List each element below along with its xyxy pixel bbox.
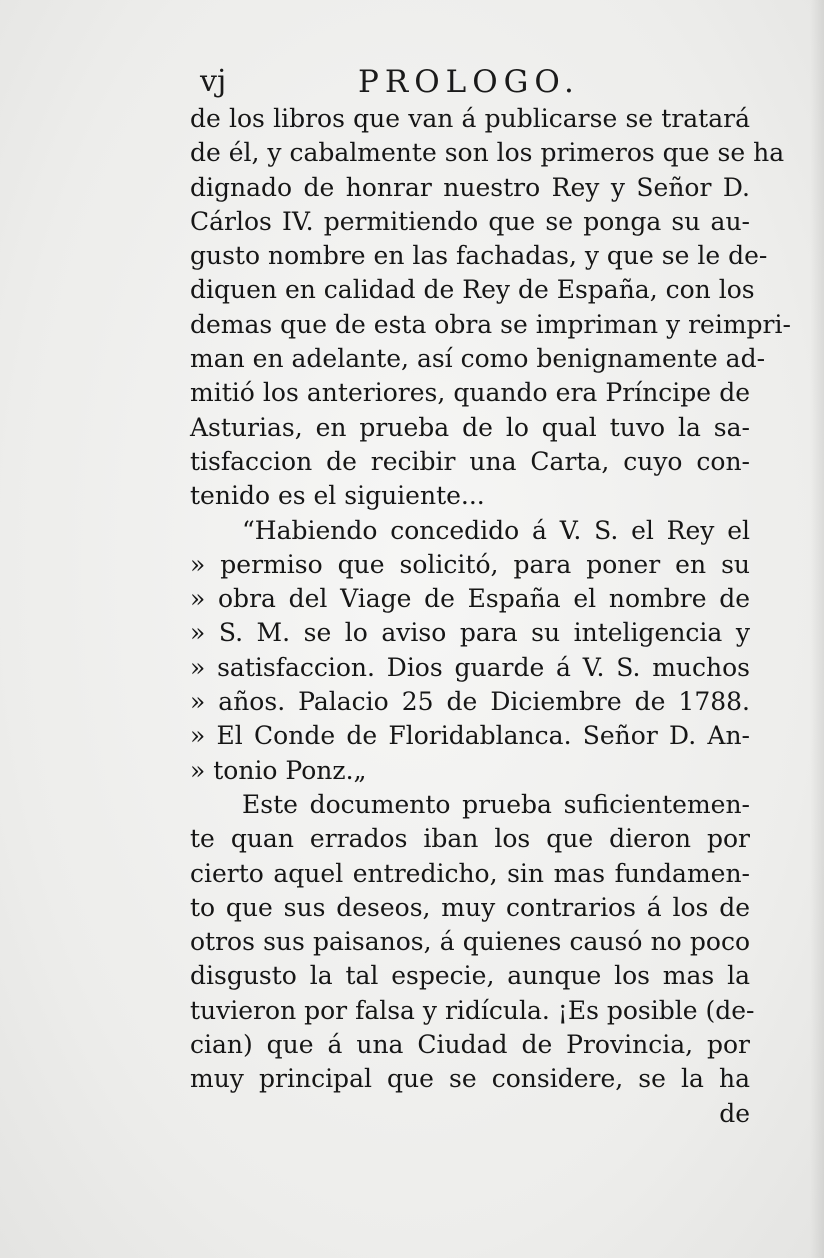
text-line: gusto nombre en las fachadas, y que se le de- [190,241,768,271]
text-line: de él, y cabalmente son los primeros que se ha [190,138,785,168]
text-line: cian) que á una Ciudad de Provincia, por [190,1030,750,1060]
catchword: de [719,1098,750,1128]
running-title: PROLOGO. [358,64,580,100]
text-line: te quan errados iban los que dieron por [190,824,750,854]
text-line: Cárlos IV. permitiendo que se ponga su au- [190,206,750,236]
text-line: Este documento prueba suficientemen- [242,789,750,819]
quote-line: » S. M. se lo aviso para su inteligencia y [190,618,750,648]
text-line: to que sus deseos, muy contrarios á los de [190,892,750,922]
body-text [190,102,791,1131]
quote-line: » tonio Ponz.„ [190,755,367,785]
page-edge-shadow [810,0,824,1258]
text-line: tuvieron por falsa y ridícula. ¡Es posible (de- [190,995,755,1025]
text-line: Asturias, en prueba de lo qual tuvo la sa- [190,412,750,442]
text-line: diquen en calidad de Rey de España, con los [190,275,755,305]
text-line: mitió los anteriores, quando era Príncipe de [190,378,750,408]
text-line: cierto aquel entredicho, sin mas fundamen- [190,858,750,888]
text-line: tisfaccion de recibir una Carta, cuyo con- [190,446,750,476]
text-line: man en adelante, así como benignamente ad- [190,344,766,374]
text-line: dignado de honrar nuestro Rey y Señor D. [190,172,750,202]
page-header [192,60,752,104]
text-line: demas que de esta obra se impriman y reimpri- [190,309,791,339]
quote-line: » satisfaccion. Dios guarde á V. S. muchos [190,652,750,682]
text-line: disgusto la tal especie, aunque los mas la [190,961,750,991]
text-line: otros sus paisanos, á quienes causó no poco [190,927,750,957]
page-number: vj [200,64,227,99]
text-line: tenido es el siguiente... [190,481,485,511]
text-line: de los libros que van á publicarse se tratará [190,104,750,133]
quote-line: » años. Palacio 25 de Diciembre de 1788. [190,687,750,717]
quote-line: » obra del Viage de España el nombre de [190,584,750,614]
quote-line: » El Conde de Floridablanca. Señor D. An- [190,721,750,751]
quote-line: “Habiendo concedido á V. S. el Rey el [242,515,750,545]
text-line: muy principal que se considere, se la ha [190,1064,750,1094]
quote-line: » permiso que solicitó, para poner en su [190,549,750,579]
